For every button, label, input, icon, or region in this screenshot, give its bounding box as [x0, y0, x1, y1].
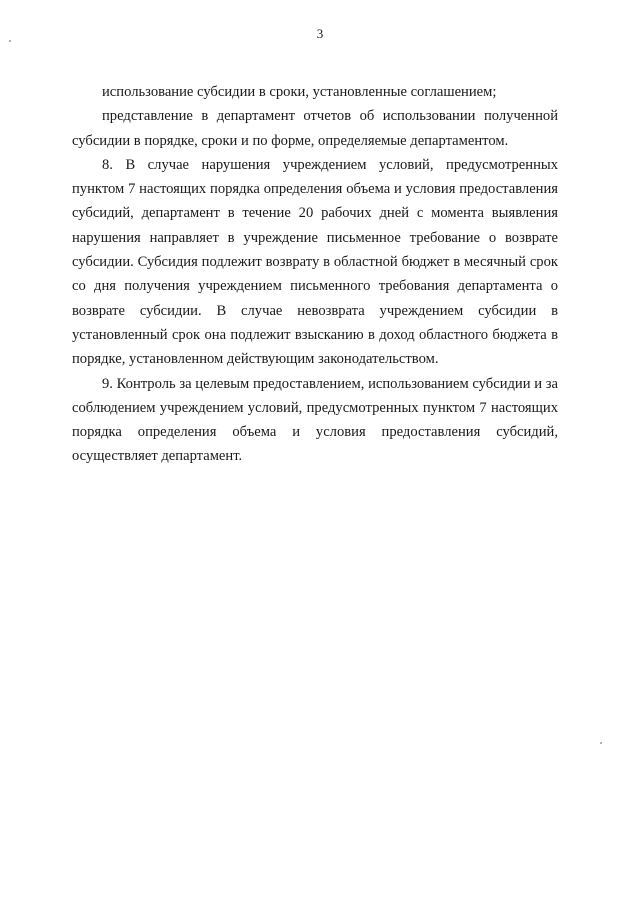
- paragraph-reporting: представление в департамент отчетов об использовании полученной субсидии в порядке, сроки и по форме, определяемые департаментом.: [72, 108, 558, 149]
- scan-mark: [9, 40, 11, 42]
- document-body: [72, 80, 558, 469]
- paragraph-clause-8: 8. В случае нарушения учреждением условий, предусмотренных пунктом 7 настоящих порядка определения объема и условия предоставления субсидий, департамент в течение 20 рабочих дней с момента выявления нарушения направляет в учреждение письменное требование о возврате субсидии. Субсидия подлежит возврату в областной бюджет в месячный срок со дня получения учреждением письменного требования департамента о возврате субсидии. В случае невозврата учреждением субсидии в установленный срок она подлежит взысканию в доход областного бюджета в порядке, установленном действующим законодательством.: [72, 156, 558, 368]
- page-number: 3: [316, 26, 324, 41]
- scan-mark: [600, 742, 602, 744]
- paragraph-clause-9: 9. Контроль за целевым предоставлением, использованием субсидии и за соблюдением учреждением условий, предусмотренных пунктом 7 настоящих порядка определения объема и условия предоставления субсидий, осуществляет департамент.: [72, 375, 558, 465]
- paragraph-subsidy-use: использование субсидии в сроки, установленные соглашением;: [102, 84, 497, 100]
